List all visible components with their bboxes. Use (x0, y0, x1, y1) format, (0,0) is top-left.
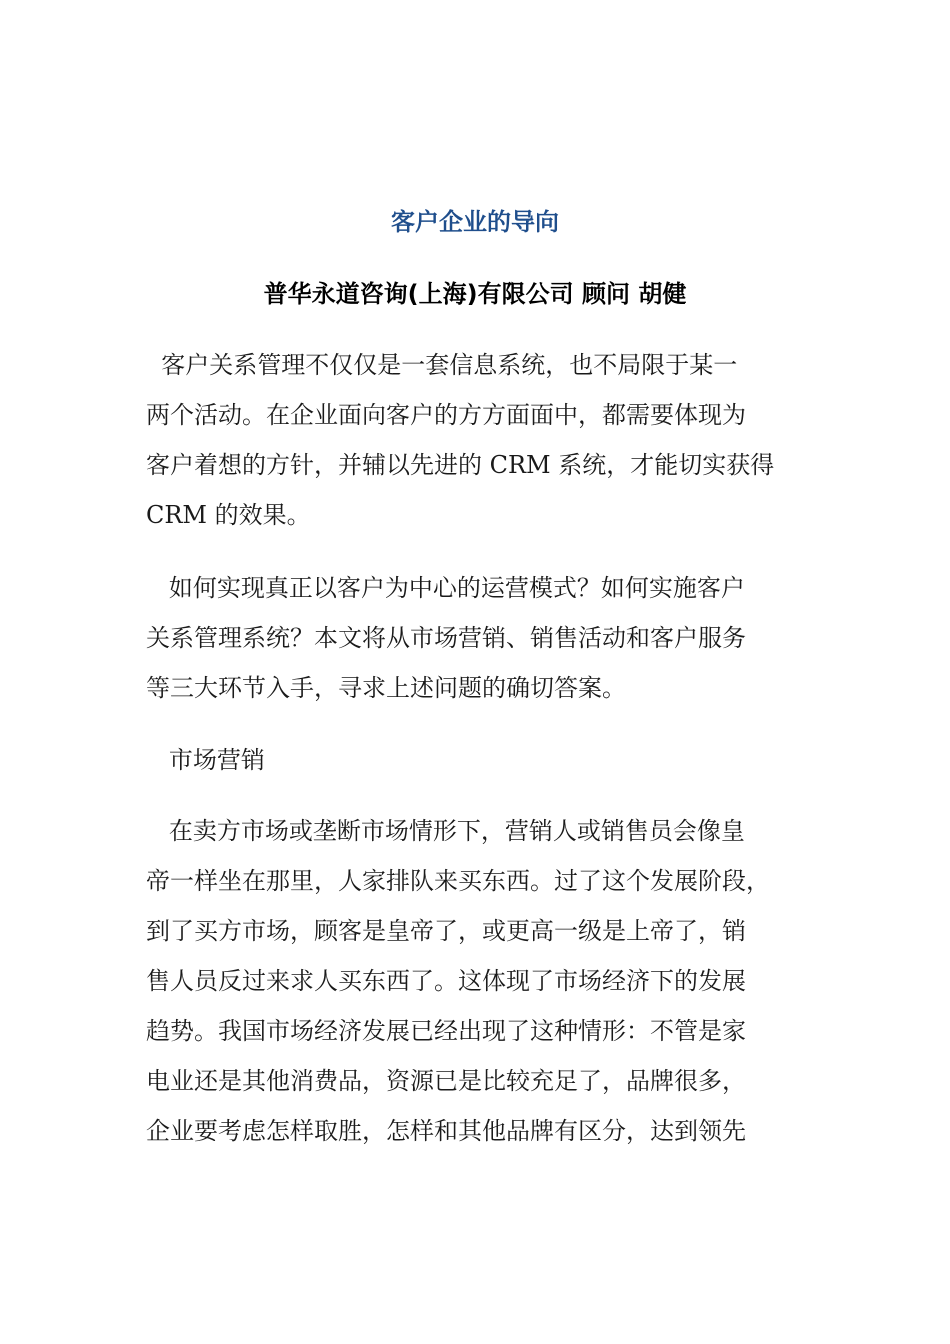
text-line: 客户着想的方针，并辅以先进的 CRM 系统，才能切实获得 (146, 451, 775, 479)
byline-spacer (574, 280, 582, 308)
text-line: 售人员反过来求人买东西了。这体现了市场经济下的发展 (146, 967, 746, 995)
byline-company: 普华永道咨询(上海)有限公司 (263, 280, 574, 308)
text-line: 关系管理系统？本文将从市场营销、销售活动和客户服务 (146, 624, 746, 652)
text-line: 等三大环节入手，寻求上述问题的确切答案。 (146, 674, 626, 702)
text-line: 到了买方市场，顾客是皇帝了，或更高一级是上帝了，销 (146, 917, 746, 945)
section-heading: 市场营销 (146, 746, 265, 774)
text-line: CRM 的效果。 (146, 501, 311, 529)
text-line: 企业要考虑怎样取胜，怎样和其他品牌有区分，达到领先 (146, 1117, 746, 1145)
author-byline (0, 272, 950, 316)
text-line: 电业还是其他消费品，资源已是比较充足了，品牌很多， (146, 1067, 746, 1095)
byline-name: 胡健 (638, 280, 687, 308)
text-line: 如何实现真正以客户为中心的运营模式？如何实施客户 (146, 574, 745, 602)
section-heading-marketing (146, 735, 810, 785)
paragraph-intro (146, 340, 810, 540)
text-line: 趋势。我国市场经济发展已经出现了这种情形：不管是家 (146, 1017, 746, 1045)
text-line: 帝一样坐在那里，人家排队来买东西。过了这个发展阶段， (146, 867, 770, 895)
paragraph-questions (146, 563, 810, 713)
byline-role: 顾问 (581, 280, 630, 308)
text-line: 在卖方市场或垄断市场情形下，营销人或销售员会像皇 (146, 817, 745, 845)
text-line: 两个活动。在企业面向客户的方方面面中，都需要体现为 (146, 401, 746, 429)
text-line: 客户关系管理不仅仅是一套信息系统，也不局限于某一 (146, 351, 738, 379)
document-title: 客户企业的导向 (391, 208, 559, 236)
paragraph-marketing (146, 806, 810, 1156)
